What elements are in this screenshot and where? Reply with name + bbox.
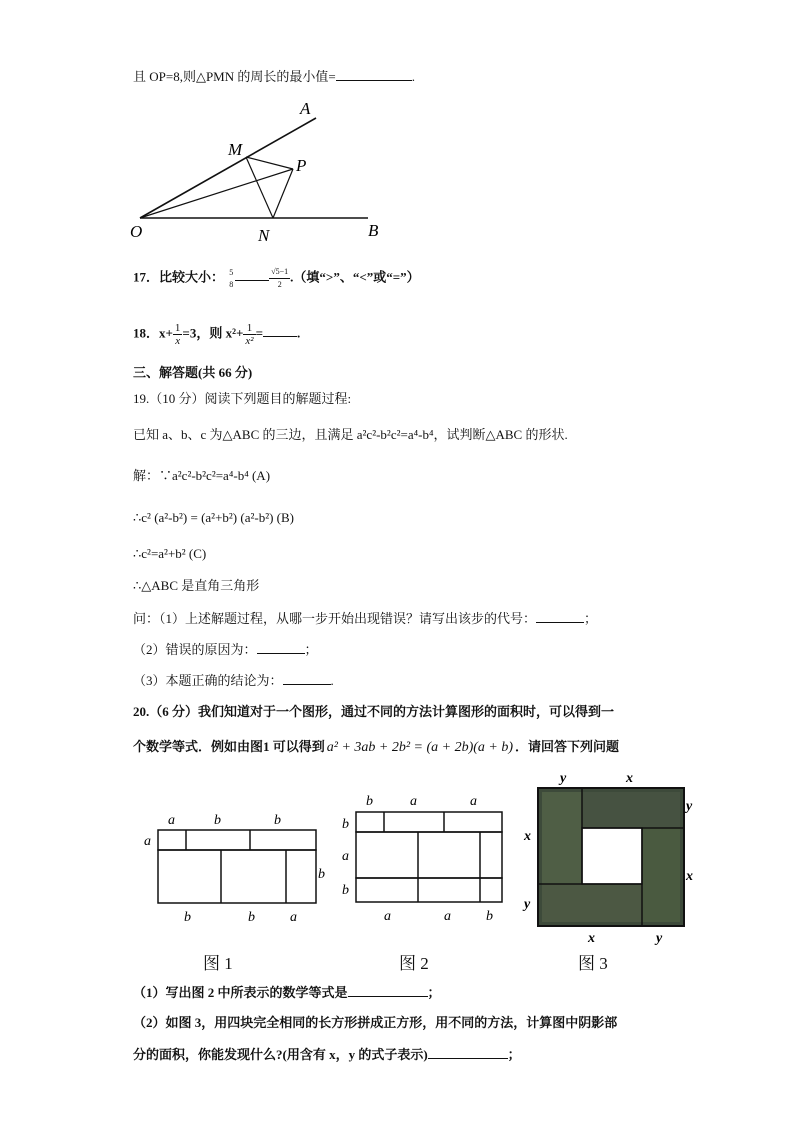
label-M: M (228, 140, 243, 159)
fig1-left-a: a (144, 834, 151, 849)
label-A: A (300, 99, 311, 118)
q18-end: . (297, 325, 301, 341)
fig2-bot-a1: a (384, 909, 391, 924)
q19-conclusion: ∴△ABC 是直角三角形 (133, 578, 260, 593)
fig2-left-b1: b (342, 817, 349, 832)
q19-step-b: ∴c² (a²-b²) = (a²+b²) (a²-b²) (B) (133, 510, 295, 525)
fig2-caption: 图 2 (399, 954, 429, 973)
q17-right-fraction: $\frac{√5-1}{2}$ (271, 267, 289, 289)
fig1-caption: 图 1 (203, 954, 233, 973)
figure-2 (338, 790, 518, 930)
q16-answer-blank[interactable] (336, 68, 412, 81)
label-O: O (130, 222, 143, 241)
section-3-title: 三、解答题(共 66 分) (133, 365, 253, 380)
fig2-left-a: a (342, 849, 349, 864)
q19-ask-1-blank[interactable] (536, 610, 584, 623)
fig1-bot-b1: b (184, 910, 191, 925)
q19-ask-2-blank[interactable] (257, 641, 305, 654)
q16-text-after: . (411, 69, 415, 84)
q20-sub-2-line-2: 分的面积，你能发现什么?(用含有 x，y 的式子表示) ； (133, 1047, 521, 1062)
fig1-top-b1: b (214, 813, 221, 828)
fig3-bot-x: x (588, 931, 595, 946)
q18-eq: = (255, 325, 263, 341)
q19-ask-3: （3）本题正确的结论为： . (133, 673, 334, 688)
q20-formula: a² + 3ab + 2b² = (a + 2b)(a + b) (326, 740, 514, 755)
figure-3 (520, 766, 700, 950)
q20-sub-1-blank[interactable] (348, 984, 428, 997)
fig3-left-x: x (524, 829, 531, 844)
q20-sub-1: （1）写出图 2 中所表示的数学等式是 ； (133, 985, 441, 1000)
q18-line (133, 322, 300, 347)
q18-number: 18．x+ (133, 325, 173, 341)
fig1-top-a: a (168, 813, 175, 828)
q17-left-fraction: 5 8 (229, 267, 234, 289)
fig3-bot-y: y (656, 931, 663, 946)
fig1-bot-a: a (290, 910, 297, 925)
fig1-bot-b2: b (248, 910, 255, 925)
q19-step-a: 解：∵a²c²-b²c²=a⁴-b⁴ (A) (133, 468, 271, 483)
fig1-right-b: b (318, 867, 325, 882)
q16-angle-figure (128, 96, 398, 246)
figure-1 (140, 808, 330, 928)
fig3-right-x: x (686, 869, 693, 884)
fig2-bot-b: b (486, 909, 493, 924)
q19-step-c: ∴c²=a²+b² (C) (133, 546, 207, 561)
q16-text-before: 且 OP=8,则△PMN 的周长的最小值= (133, 69, 336, 84)
fig3-top-y: y (560, 771, 567, 786)
fig2-top-a1: a (410, 794, 417, 809)
fig3-right-y: y (686, 799, 693, 814)
fig3-top-x: x (626, 771, 633, 786)
q19-ask-1: 问：（1）上述解题过程，从哪一步开始出现错误？请写出该步的代号： ； (133, 611, 598, 626)
fig3-left-y: y (524, 897, 531, 912)
q18-middle: =3，则 x²+ (182, 325, 244, 341)
q19-title: 19.（10 分）阅读下列题目的解题过程: (133, 391, 352, 406)
fig2-bot-a2: a (444, 909, 451, 924)
q19-given: 已知 a、b、c 为△ABC 的三边，且满足 a²c²-b²c²=a⁴-b⁴，试判断△ABC 的形状. (133, 427, 568, 442)
label-N: N (258, 226, 270, 245)
q20-line-1: 20.（6 分）我们知道对于一个图形，通过不同的方法计算图形的面积时，可以得到一 (133, 704, 615, 719)
q17-number: 17．比较大小： (133, 269, 225, 285)
fig3-caption: 图 3 (578, 954, 608, 973)
q18-frac-1-over-x: $\frac{1}{x}$ (174, 322, 181, 347)
q18-answer-blank[interactable] (263, 324, 297, 337)
q20-line-2: 个数学等式．例如由图1 可以得到 a² + 3ab + 2b² = (a + 2b)(a + b) ．请回答下列问题 (133, 739, 620, 755)
label-P: P (296, 156, 307, 175)
fig1-top-b2: b (274, 813, 281, 828)
q19-ask-2: （2）错误的原因为： ； (133, 642, 318, 657)
q18-frac-1-over-x2: $\frac{1}{\text{x²}}$ (245, 322, 254, 347)
fig2-top-a2: a (470, 794, 477, 809)
fig2-left-b2: b (342, 883, 349, 898)
q20-sub-2-line-1: （2）如图 3，用四块完全相同的长方形拼成正方形，用不同的方法，计算图中阴影部 (133, 1015, 618, 1030)
q17-line (133, 266, 420, 291)
q20-sub-2-blank[interactable] (428, 1046, 508, 1059)
fig2-top-b: b (366, 794, 373, 809)
label-B: B (368, 221, 379, 240)
q17-answer-blank[interactable] (235, 272, 269, 281)
q17-hint: .（填“>”、“<”或“=”） (290, 269, 420, 285)
q16-text (133, 68, 415, 86)
q19-ask-3-blank[interactable] (283, 672, 331, 685)
